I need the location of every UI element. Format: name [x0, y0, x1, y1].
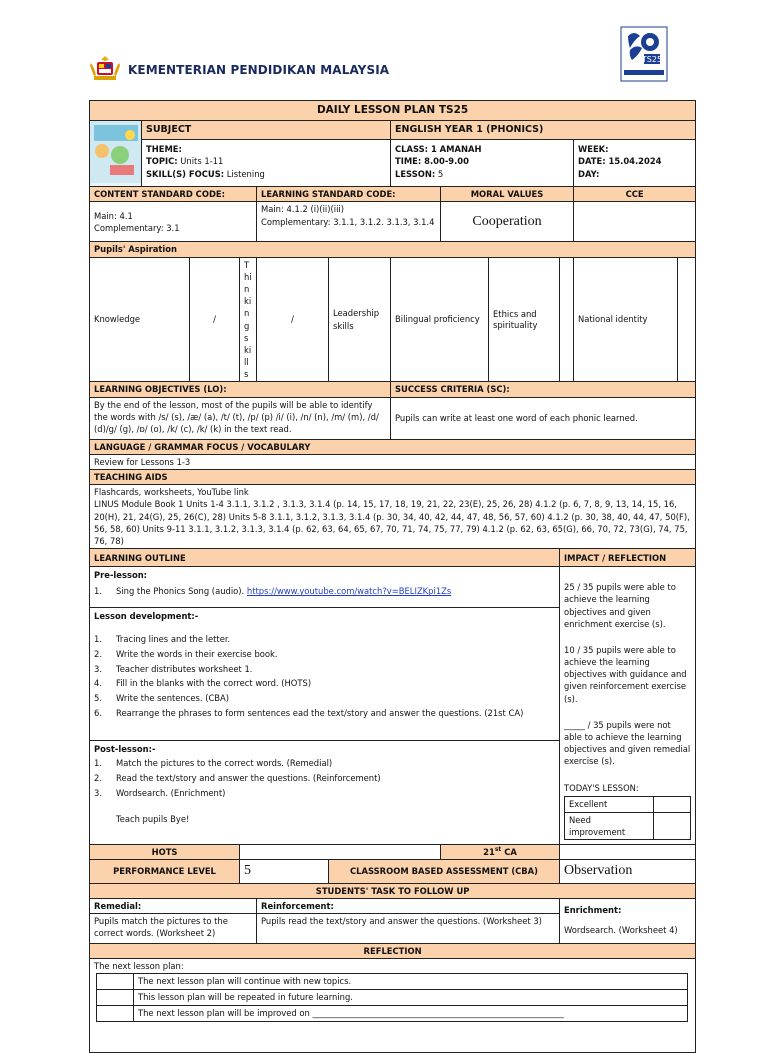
book-cover-icon	[90, 121, 142, 183]
phonics-song-link[interactable]: https://www.youtube.com/watch?v=BELIZKpi1Zs	[246, 586, 452, 597]
post-lesson-text: Read the text/story and answer the questions. (Reinforcement)	[116, 773, 381, 783]
todays-lesson-label: TODAY'S LESSON:	[564, 782, 639, 793]
teaching-aids-line1: Flashcards, worksheets, YouTube link	[94, 487, 249, 498]
impact-body	[560, 567, 696, 845]
aspiration-leadership: Leadership skills	[329, 257, 391, 382]
reflection-body	[90, 959, 696, 1053]
learning-standard-label: LEARNING STANDARD CODE:	[257, 187, 441, 202]
teaching-aids-text	[90, 485, 696, 549]
lo-label: LEARNING OBJECTIVES (LO):	[90, 382, 391, 397]
teaching-aids-line2: LINUS Module Book 1 Units 1-4 3.1.1, 3.1.2 , 3.1.3, 3.1.4 (p. 14, 15, 17, 18, 19, 21, 22, 23(E), 25, 26, 28) 4.1.2 (p. 6, 7, 8, 9, 13, 14, 15, 16, 20(H), 21, 24(G), 25, 26(C), 28) Units 5-8 3.1.1, 3.1.2, 3.1.3, 3.1.4 (p. 30, 34, 40, 42, 44, 47, 48, 56, 57, 60) 4.1.2 (p. 30, 38, 40, 44, 47, 50(F), 56, 58, 60) Units 9-11 3.1.1, 3.1.2, 3.1.3, 3.1.4 (p. 62, 63, 64, 65, 67, 70, 71, 74, 75, 77, 79) 4.1.2 (p. 62, 63, 65(G), 66, 70, 72, 73(G), 74, 75, 76, 78)	[94, 499, 690, 546]
21st-ca-value	[560, 845, 696, 860]
impact-enrichment: 25 / 35 pupils were able to achieve the learning objectives and given enrichment exercise (s).	[564, 582, 676, 629]
lesson-label: LESSON:	[395, 168, 436, 179]
option-continue: The next lesson plan will continue with new topics.	[134, 974, 688, 990]
21st-ca-label	[441, 845, 560, 860]
date-label: DATE:	[578, 156, 606, 167]
post-lesson-item	[94, 757, 555, 769]
post-lesson-item	[94, 772, 555, 784]
lesson-development-item	[94, 677, 555, 689]
lesson-development-number: 6.	[94, 707, 102, 718]
lesson-development-item	[94, 633, 555, 645]
class-value: 1 AMANAH	[430, 144, 482, 155]
21st-ca-suffix: st	[494, 846, 502, 854]
lesson-development-text: Write the words in their exercise book.	[116, 649, 278, 659]
reflection-label: REFLECTION	[90, 943, 696, 958]
lesson-development-item	[94, 663, 555, 675]
class-cell	[391, 140, 574, 187]
post-lesson-number: 3.	[94, 787, 102, 798]
post-lesson-text: Wordsearch. (Enrichment)	[116, 787, 226, 798]
rating-need-improvement-box[interactable]	[654, 812, 691, 839]
learning-main: Main: 4.1.2 (i)(ii)(iii)	[261, 204, 345, 215]
post-lesson-label: Post-lesson:-	[94, 744, 156, 755]
closing-text: Teach pupils Bye!	[116, 813, 190, 824]
reinforcement-text: Pupils read the text/story and answer the questions. (Worksheet 3)	[257, 913, 560, 943]
students-task-label: STUDENTS' TASK TO FOLLOW UP	[90, 883, 696, 898]
topic-value: Units 1-11	[180, 156, 224, 167]
moral-values-label: MORAL VALUES	[441, 187, 574, 202]
post-lesson-number: 1.	[94, 758, 102, 769]
time-label: TIME:	[395, 156, 422, 167]
option-repeat-box[interactable]	[97, 990, 134, 1006]
pre-lesson-section	[90, 567, 559, 608]
post-lesson-text: Match the pictures to the correct words. (Remedial)	[116, 758, 333, 769]
post-lesson-item	[94, 787, 555, 799]
ts25-logo-icon	[620, 26, 668, 82]
enrichment-label: Enrichment:	[564, 904, 622, 915]
theme-cell	[142, 140, 391, 187]
content-standard-label: CONTENT STANDARD CODE:	[90, 187, 257, 202]
21st-ca-number: 21	[483, 847, 495, 858]
lesson-development-item	[94, 707, 555, 719]
rating-excellent-box[interactable]	[654, 796, 691, 812]
pre-lesson-item	[94, 585, 555, 597]
lesson-development-text: Write the sentences. (CBA)	[116, 693, 230, 704]
lesson-development-text: Tracing lines and the letter.	[116, 634, 231, 645]
ministry-title: KEMENTERIAN PENDIDIKAN MALAYSIA	[128, 63, 390, 77]
ministry-header	[88, 54, 388, 84]
lesson-value: 5	[437, 168, 444, 179]
aspiration-ethics: Ethics and spirituality	[489, 257, 560, 382]
lo-text: By the end of the lesson, most of the pupils will be able to identify the words with /s/ (s), /æ/ (a), /t/ (t), /p/ (p) /i/ (i), /n/ (n), /m/ (m), /d/ (d)/g/ (g), /ɒ/ (o), /k/ (c), /k/ (k) in the text read.	[90, 397, 391, 439]
aspiration-knowledge-check: /	[190, 257, 240, 382]
aspiration-knowledge: Knowledge	[90, 257, 190, 382]
rating-excellent: Excellent	[565, 796, 654, 812]
learning-outline-body	[90, 567, 560, 845]
cba-value: Observation	[560, 860, 696, 883]
option-improve: The next lesson plan will be improved on ____________________________________________________________	[134, 1006, 688, 1022]
sc-label: SUCCESS CRITERIA (SC):	[391, 382, 696, 397]
learning-outline-label: LEARNING OUTLINE	[90, 549, 560, 567]
aspiration-thinking: Thinking skills	[240, 257, 257, 382]
lesson-development-text: Fill in the blanks with the correct word. (HOTS)	[116, 678, 312, 689]
21st-ca-text: CA	[501, 847, 517, 858]
language-value: Review for Lessons 1-3	[90, 454, 696, 469]
aspiration-national-check	[678, 257, 696, 382]
theme-label: THEME:	[146, 144, 182, 155]
lesson-development-section	[90, 608, 559, 741]
performance-level-label: PERFORMANCE LEVEL	[90, 860, 240, 883]
lesson-development-item	[94, 692, 555, 704]
cce-label: CCE	[574, 187, 696, 202]
post-lesson-section	[90, 741, 559, 827]
date-value: 15.04.2024	[608, 156, 662, 167]
cce-value	[574, 202, 696, 242]
time-value: 8.00-9.00	[424, 156, 469, 167]
aspiration-ethics-check	[560, 257, 574, 382]
lesson-development-number: 4.	[94, 678, 102, 689]
aspiration-thinking-check: /	[257, 257, 329, 382]
aspiration-national: National identity	[574, 257, 678, 382]
language-label: LANGUAGE / GRAMMAR FOCUS / VOCABULARY	[90, 439, 696, 454]
content-main: Main: 4.1	[94, 210, 133, 221]
teaching-aids-label: TEACHING AIDS	[90, 470, 696, 485]
ts25-logo-number: TS25	[641, 55, 663, 64]
week-cell	[574, 140, 696, 187]
malaysia-coat-of-arms-icon	[88, 54, 122, 82]
post-lesson-number: 2.	[94, 773, 102, 783]
pre-lesson-label: Pre-lesson:	[94, 570, 148, 581]
impact-label: IMPACT / REFLECTION	[560, 549, 696, 567]
pre-lesson-number: 1.	[94, 586, 102, 597]
aspiration-bilingual: Bilingual proficiency	[391, 257, 489, 382]
pre-lesson-text: Sing the Phonics Song (audio).	[116, 586, 247, 597]
option-improve-box[interactable]	[97, 1006, 134, 1022]
reflection-options	[96, 973, 688, 1022]
subject-value: ENGLISH YEAR 1 (PHONICS)	[391, 121, 696, 140]
aspiration-label: Pupils' Aspiration	[90, 242, 696, 257]
skills-value: Listening	[226, 168, 265, 179]
ts25-logo	[620, 26, 668, 82]
week-label: WEEK:	[578, 144, 609, 155]
reinforcement-label: Reinforcement:	[257, 898, 560, 913]
hots-value	[240, 845, 441, 860]
plan-title: DAILY LESSON PLAN TS25	[90, 101, 696, 121]
content-standard-value	[90, 202, 257, 242]
option-repeat: This lesson plan will be repeated in future learning.	[134, 990, 688, 1006]
topic-label: TOPIC:	[146, 156, 178, 167]
subject-label: SUBJECT	[142, 121, 391, 140]
reflection-intro: The next lesson plan:	[94, 961, 184, 972]
lesson-development-number: 1.	[94, 634, 102, 645]
performance-level-value: 5	[240, 860, 329, 883]
textbook-cover-image	[90, 121, 142, 187]
lesson-development-item	[94, 648, 555, 660]
learning-standard-value	[257, 202, 441, 242]
moral-values-value: Cooperation	[441, 202, 574, 242]
lesson-development-label: Lesson development:-	[94, 611, 199, 622]
content-complementary: Complementary: 3.1	[94, 222, 180, 233]
remedial-text: Pupils match the pictures to the correct words. (Worksheet 2)	[90, 913, 257, 943]
lesson-development-text: Teacher distributes worksheet 1.	[116, 663, 253, 674]
cba-label: CLASSROOM BASED ASSESSMENT (CBA)	[329, 860, 560, 883]
skills-label: SKILL(S) FOCUS:	[146, 168, 225, 179]
class-label: CLASS:	[395, 144, 429, 155]
lesson-development-text: Rearrange the phrases to form sentences ead the text/story and answer the questions. (21st CA)	[116, 707, 524, 718]
sc-text: Pupils can write at least one word of each phonic learned.	[391, 397, 696, 439]
rating-need-improvement: Need improvement	[565, 812, 654, 839]
lesson-plan-table	[89, 100, 696, 1053]
lesson-development-number: 3.	[94, 663, 102, 674]
lesson-development-number: 5.	[94, 693, 102, 704]
enrichment-text: Wordsearch. (Worksheet 4)	[564, 924, 678, 935]
enrichment-cell	[560, 898, 696, 943]
todays-lesson-rating	[564, 796, 691, 840]
option-continue-box[interactable]	[97, 974, 134, 990]
remedial-label: Remedial:	[90, 898, 257, 913]
impact-remedial: _____ / 35 pupils were not able to achieve the learning objectives and given remedial exercise (s).	[564, 719, 691, 767]
day-label: DAY:	[578, 168, 600, 179]
hots-label: HOTS	[90, 845, 240, 860]
impact-reinforcement: 10 / 35 pupils were able to achieve the learning objectives with guidance and given reinforcement exercise (s).	[564, 644, 687, 704]
lesson-development-number: 2.	[94, 649, 102, 659]
learning-complementary: Complementary: 3.1.1, 3.1.2. 3.1.3, 3.1.4	[261, 216, 435, 227]
